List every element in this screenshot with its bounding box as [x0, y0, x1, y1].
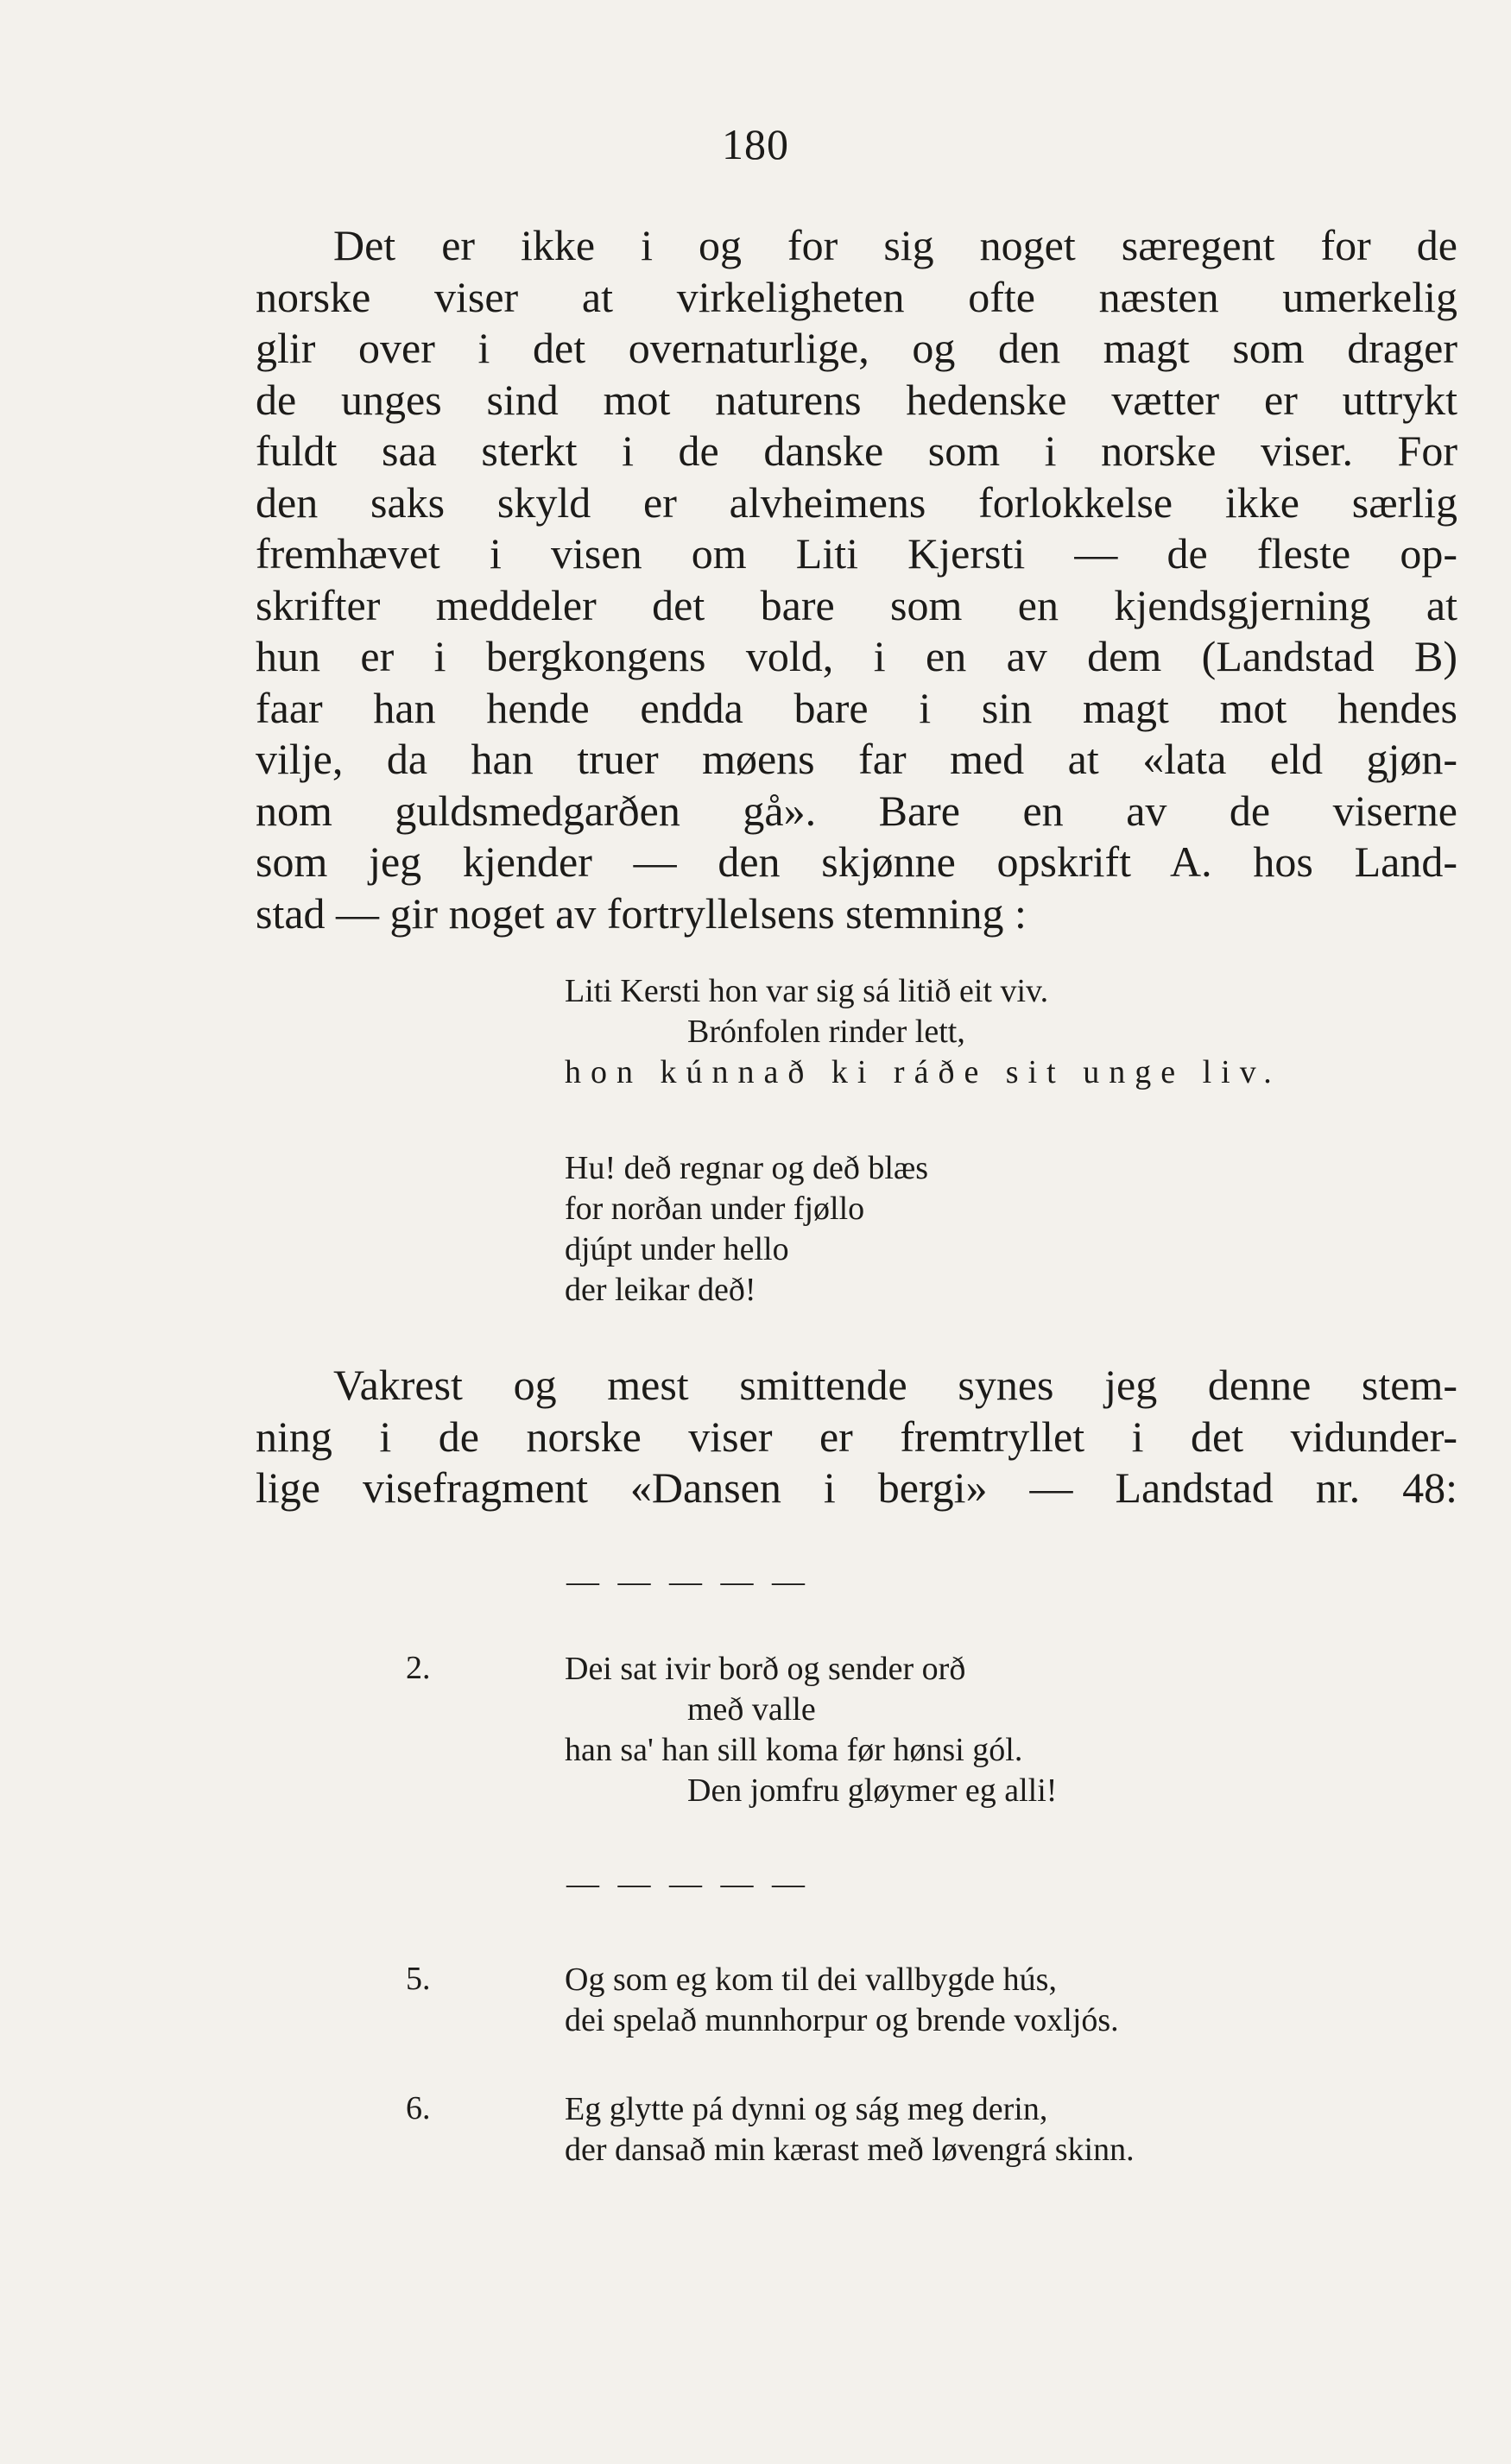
stanza-number: 5.	[406, 1961, 431, 1997]
ellipsis-dashes: — — — — —	[566, 1564, 810, 1600]
text-line: skrifter meddeler det bare som en kjendsgjerning at	[256, 580, 1457, 629]
verse-line: Eg glytte pá dynni og ság meg derin,	[565, 2091, 1048, 2127]
verse-line: með valle	[687, 1691, 816, 1728]
verse-line: for norðan under fjøllo	[565, 1191, 865, 1227]
text-line: lige visefragment «Dansen i bergi» — Landstad nr. 48:	[256, 1463, 1457, 1512]
text-line: Vakrest og mest smittende synes jeg denne stem-	[333, 1361, 1457, 1409]
text-line: glir over i det overnaturlige, og den magt som drager	[256, 324, 1457, 372]
text-line: de unges sind mot naturens hedenske vætter er uttrykt	[256, 375, 1457, 424]
text-line: norske viser at virkeligheten ofte næsten umerkelig	[256, 272, 1457, 321]
verse-line: Dei sat ivir borð og sender orð	[565, 1651, 966, 1687]
verse-line: Og som eg kom til dei vallbygde hús,	[565, 1962, 1057, 1998]
text-line: den saks skyld er alvheimens forlokkelse ikke særlig	[256, 477, 1457, 527]
paragraph-2	[256, 1360, 1457, 1514]
verse-line: der leikar deð!	[565, 1272, 756, 1308]
verse-line: han sa' han sill koma før hønsi gól.	[565, 1732, 1023, 1768]
text-line: vilje, da han truer møens far med at «lata eld gjøn-	[256, 735, 1457, 783]
text-line: Det er ikke i og for sig noget særegent for de	[333, 221, 1457, 269]
paragraph-1	[256, 220, 1457, 939]
verse-line: dei spelað munnhorpur og brende voxljós.	[565, 2002, 1119, 2038]
verse-line: Liti Kersti hon var sig sá litið eit viv.	[565, 973, 1049, 1009]
verse-line: Den jomfru gløymer eg alli!	[687, 1772, 1058, 1809]
text-line: nom guldsmedgarðen gå». Bare en av de viserne	[256, 786, 1457, 835]
text-line: som jeg kjender — den skjønne opskrift A. hos Land-	[256, 837, 1457, 886]
verse-2	[565, 1148, 928, 1311]
stanza-6	[565, 2089, 1135, 2170]
page-number: 180	[722, 120, 789, 168]
stanza-5	[565, 1960, 1119, 2041]
verse-line: Brónfolen rinder lett,	[687, 1014, 965, 1050]
text-line: hun er i bergkongens vold, i en av dem (Landstad B)	[256, 632, 1457, 680]
verse-line: Hu! deð regnar og deð blæs	[565, 1150, 929, 1186]
stanza-number: 2.	[406, 1650, 431, 1686]
verse-line: der dansað min kærast með løvengrá skinn.	[565, 2132, 1135, 2168]
ellipsis-dashes: — — — — —	[566, 1866, 810, 1902]
verse-line: djúpt under hello	[565, 1231, 789, 1267]
text-line: faar han hende endda bare i sin magt mot hendes	[256, 683, 1457, 732]
text-line: stad — gir noget av fortryllelsens stemning :	[256, 888, 1027, 938]
verse-line: hon kúnnað ki ráðe sit unge liv.	[565, 1054, 1281, 1090]
text-line: ning i de norske viser er fremtryllet i det vidunder-	[256, 1412, 1457, 1461]
verse-1	[565, 971, 1281, 1093]
stanza-2	[565, 1649, 1057, 1811]
text-line: fuldt saa sterkt i de danske som i norske viser. For	[256, 426, 1457, 475]
stanza-number: 6.	[406, 2090, 431, 2126]
text-line: fremhævet i visen om Liti Kjersti — de fleste op-	[256, 529, 1457, 578]
